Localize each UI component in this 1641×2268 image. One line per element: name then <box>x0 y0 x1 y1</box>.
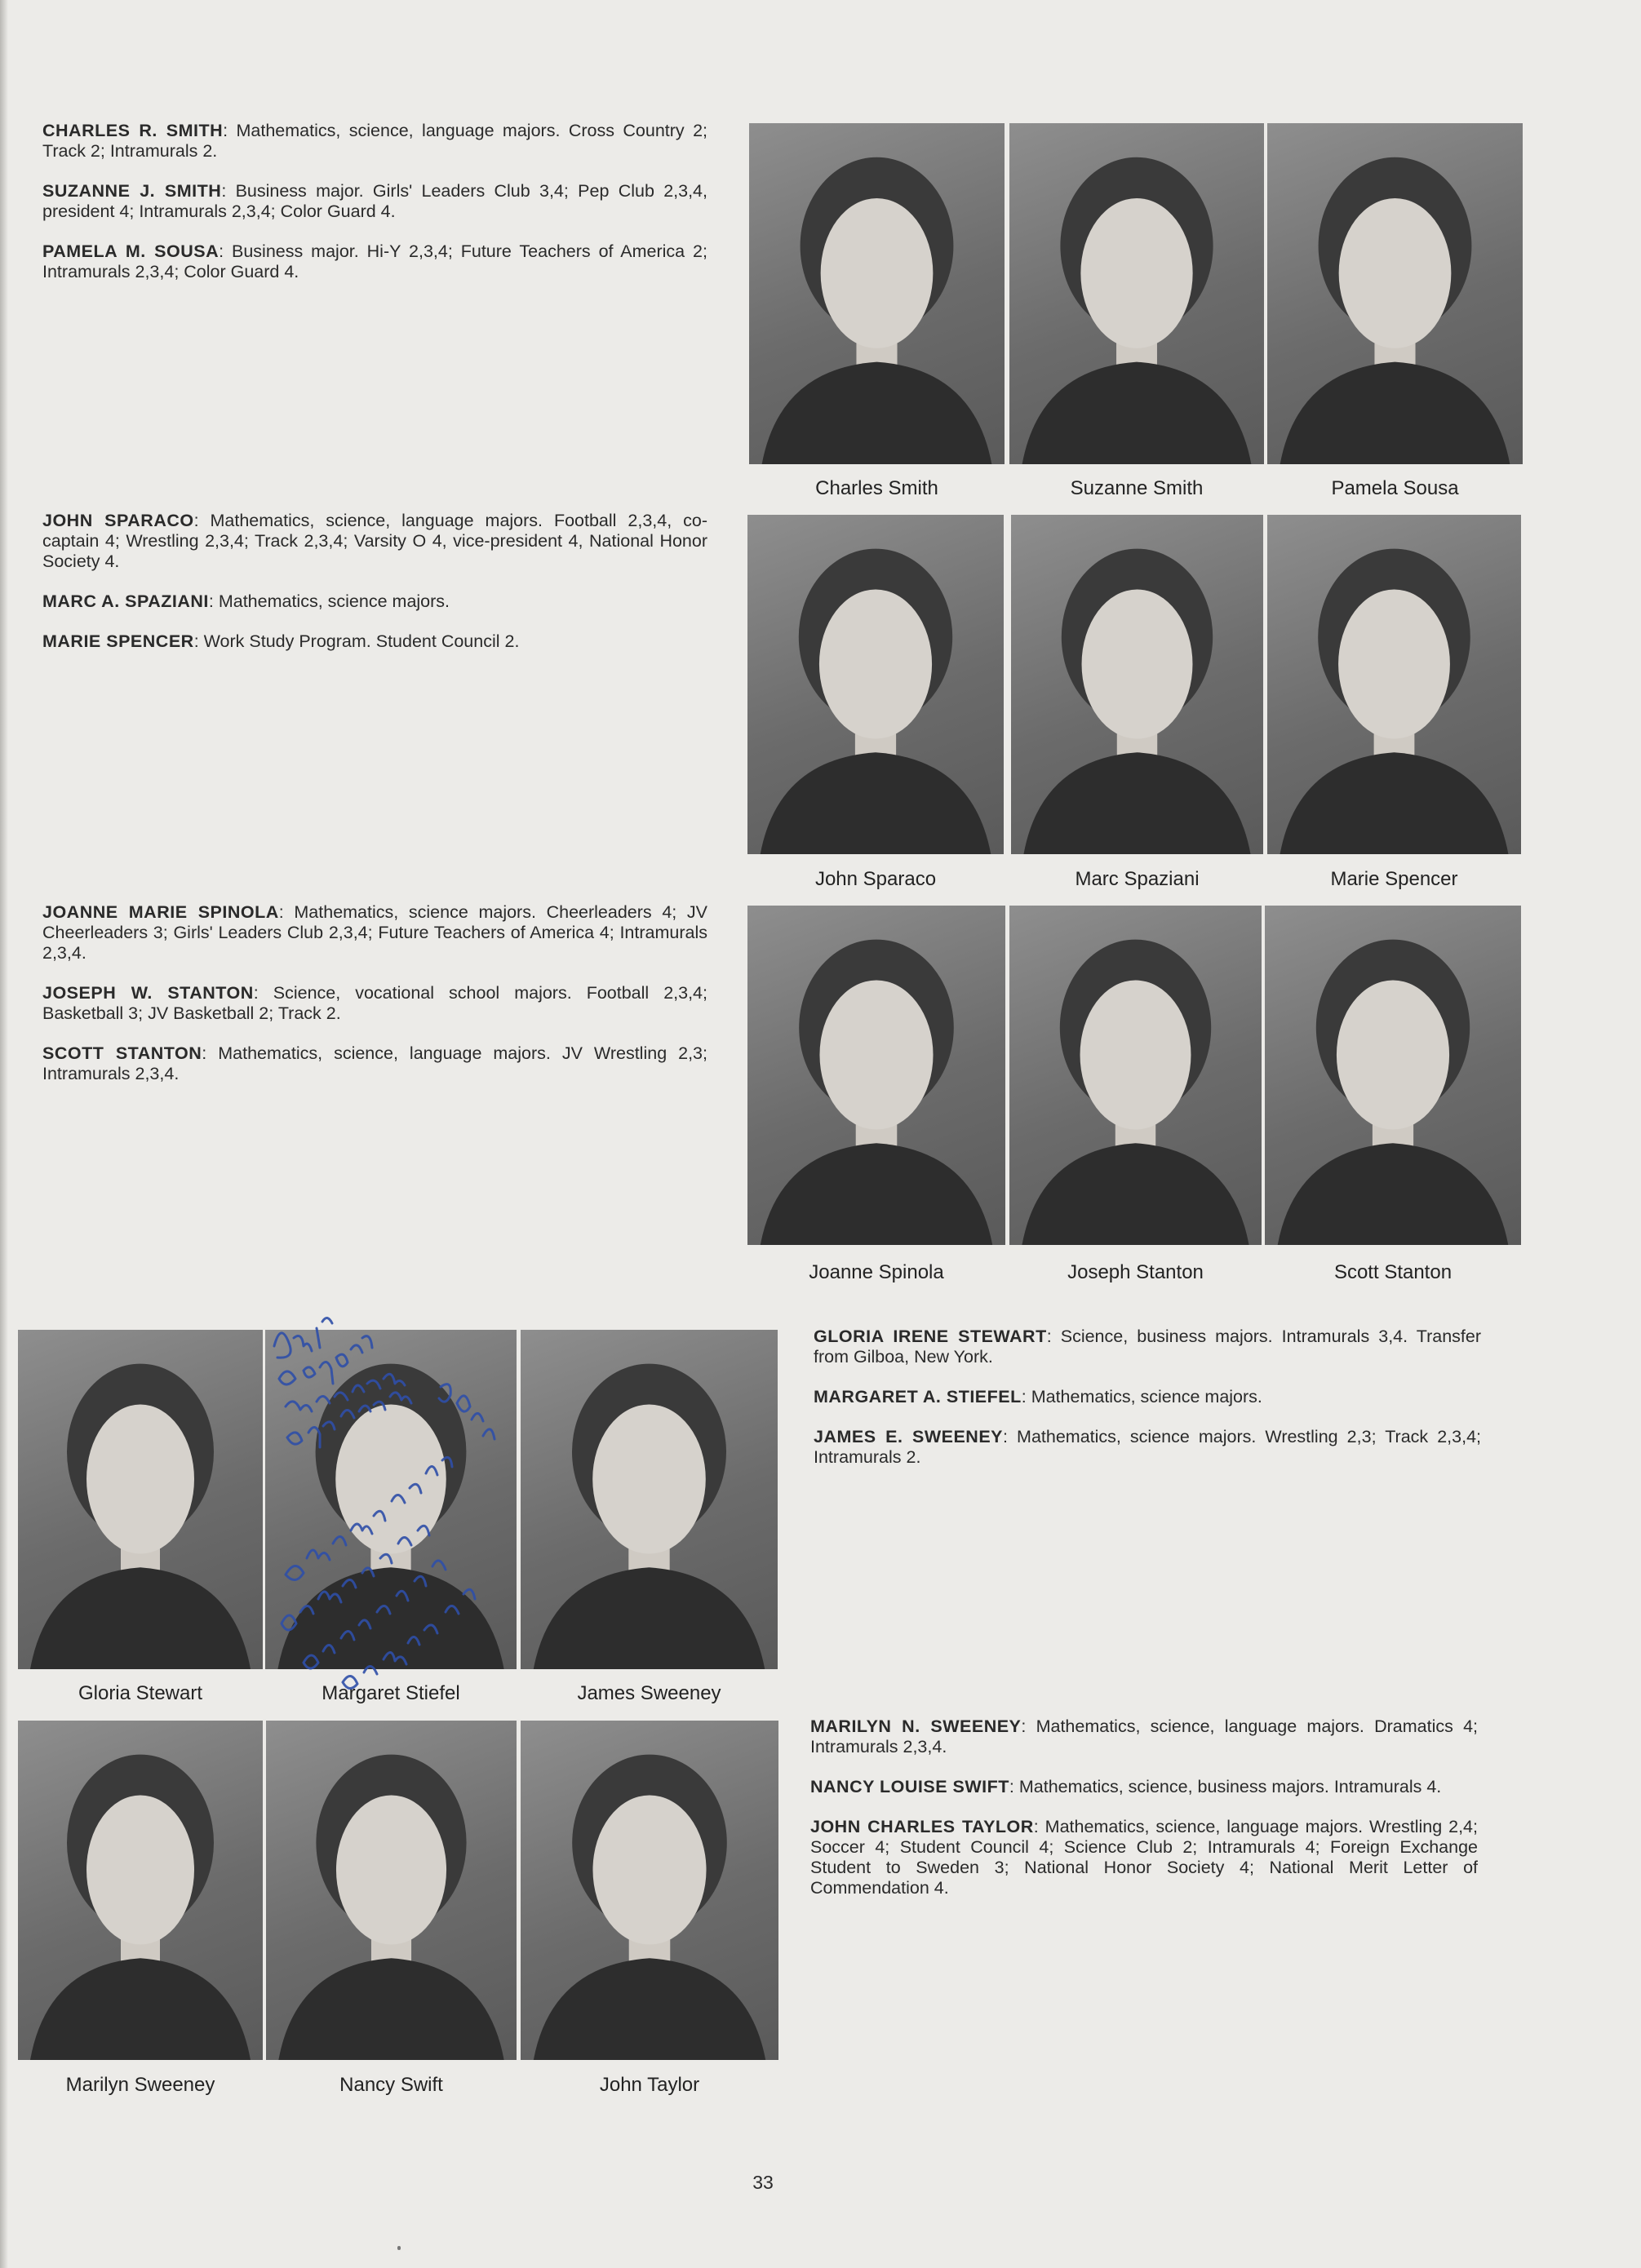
portrait-caption: Marc Spaziani <box>1075 868 1200 890</box>
bio-entry: JAMES E. SWEENEY: Mathematics, science majors. Wrestling 2,3; Track 2,3,4; Intramurals 2. <box>814 1427 1481 1467</box>
page-number: 33 <box>752 2172 774 2193</box>
portrait-caption: John Taylor <box>599 2074 700 2096</box>
bio-entry: JOHN SPARACO: Mathematics, science, language majors. Football 2,3,4, co-captain 4; Wrestling 2,3,4; Track 2,3,4; Varsity O 4, vice-president 4, National Honor Society 4. <box>42 511 707 571</box>
bio-entry: MARILYN N. SWEENEY: Mathematics, science, language majors. Dramatics 4; Intramurals 2,3,4. <box>810 1717 1478 1756</box>
bio-entry: SUZANNE J. SMITH: Business major. Girls' Leaders Club 3,4; Pep Club 2,3,4, president 4; Intramurals 2,3,4; Color Guard 4. <box>42 181 707 221</box>
bio-entry: CHARLES R. SMITH: Mathematics, science, language majors. Cross Country 2; Track 2; Intramurals 2. <box>42 121 707 161</box>
portrait-caption: Joanne Spinola <box>809 1261 944 1283</box>
portrait-caption: James Sweeney <box>577 1682 721 1704</box>
bio-entry: GLORIA IRENE STEWART: Science, business majors. Intramurals 3,4. Transfer from Gilboa, New York. <box>814 1327 1481 1367</box>
portrait-caption: Nancy Swift <box>339 2074 443 2096</box>
bio-entry: PAMELA M. SOUSA: Business major. Hi-Y 2,3,4; Future Teachers of America 2; Intramurals 2,3,4; Color Guard 4. <box>42 241 707 281</box>
portrait-caption: Suzanne Smith <box>1070 477 1204 499</box>
portrait-caption: Marilyn Sweeney <box>65 2074 215 2096</box>
bio-entry: SCOTT STANTON: Mathematics, science, language majors. JV Wrestling 2,3; Intramurals 2,3,4. <box>42 1043 707 1083</box>
bio-entry: JOANNE MARIE SPINOLA: Mathematics, science majors. Cheerleaders 4; JV Cheerleaders 3; Girls' Leaders Club 2,3,4; Future Teachers of America 4; Intramurals 2,3,4. <box>42 902 708 963</box>
bio-entry: MARGARET A. STIEFEL: Mathematics, science majors. <box>814 1387 1262 1406</box>
paper-speck <box>397 2246 401 2250</box>
bio-entry: JOSEPH W. STANTON: Science, vocational school majors. Football 2,3,4; Basketball 3; JV Basketball 2; Track 2. <box>42 983 707 1023</box>
bio-entry: MARC A. SPAZIANI: Mathematics, science majors. <box>42 591 450 611</box>
portrait-caption: Scott Stanton <box>1333 1261 1453 1283</box>
bio-entry: MARIE SPENCER: Work Study Program. Student Council 2. <box>42 631 520 651</box>
bio-entry: JOHN CHARLES TAYLOR: Mathematics, science, language majors. Wrestling 2,4; Soccer 4; Student Council 4; Science Club 2; Intramurals 4; Foreign Exchange Student to Sweden 3; National Honor Society 4; National Merit Letter of Commendation 4. <box>810 1817 1478 1898</box>
portrait-caption: Joseph Stanton <box>1067 1261 1204 1283</box>
portrait-caption: Margaret Stiefel <box>322 1682 460 1704</box>
portrait-caption: Gloria Stewart <box>78 1682 203 1704</box>
bio-entry: NANCY LOUISE SWIFT: Mathematics, science, business majors. Intramurals 4. <box>810 1777 1442 1796</box>
portrait-caption: John Sparaco <box>814 868 937 890</box>
portrait-caption: Marie Spencer <box>1330 868 1458 890</box>
portrait-caption: Charles Smith <box>815 477 938 499</box>
portrait-caption: Pamela Sousa <box>1331 477 1459 499</box>
